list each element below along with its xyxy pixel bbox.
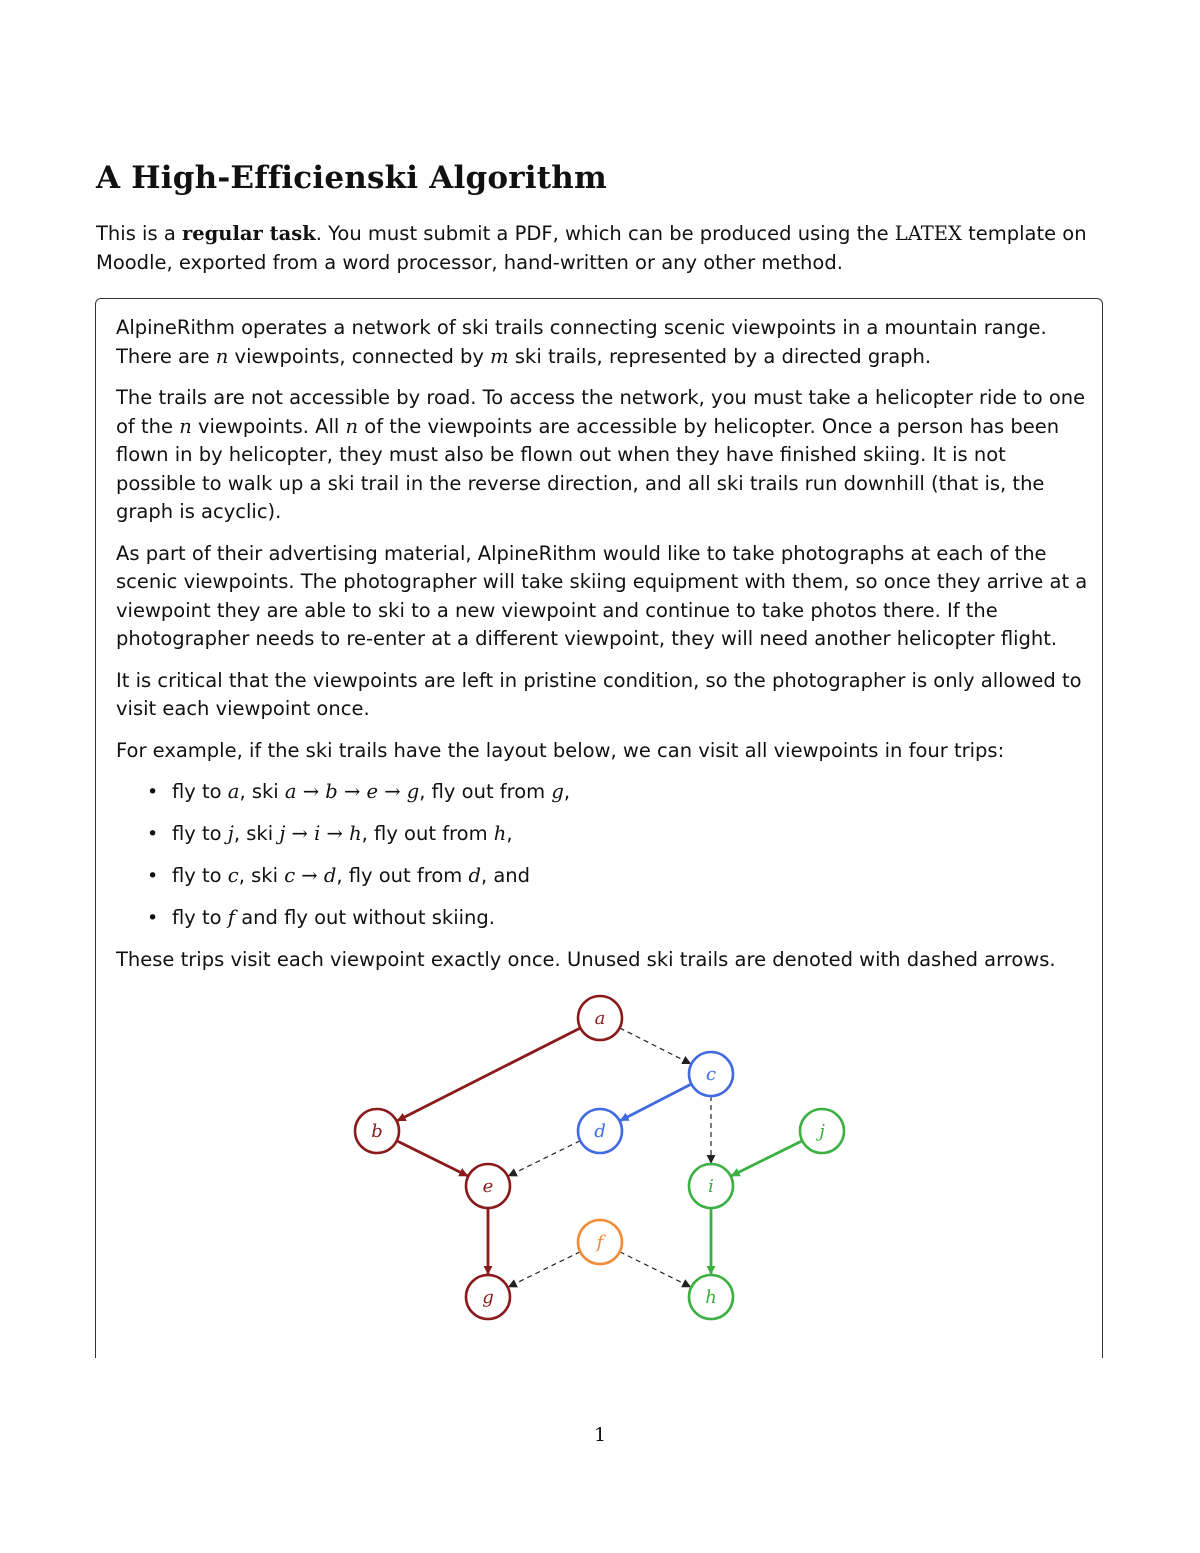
paragraph-network: AlpineRithm operates a network of ski trails connecting scenic viewpoints in a mountain range. There are n viewpoints, connected by m ski trails, represented by a directed graph.: [116, 316, 1047, 368]
node-label-d: d: [594, 1121, 606, 1142]
list-item: • fly to j, ski j → i → h, fly out from h,: [116, 820, 1088, 849]
paragraph-example: For example, if the ski trails have the layout below, we can visit all viewpoints in four trips:: [116, 738, 1005, 762]
list-item: • fly to a, ski a → b → e → g, fly out from g,: [116, 778, 1088, 807]
node-label-i: i: [708, 1176, 714, 1197]
edge-c-d: [620, 1084, 691, 1120]
edge-b-e: [397, 1141, 468, 1176]
latex-logo: LATEX: [894, 222, 962, 245]
intro-text: template on Moodle, exported from a word processor, hand-written or any other method.: [96, 222, 1087, 274]
paragraph-access: The trails are not accessible by road. To access the network, you must take a helicopter ride to one of the n viewpoints. All n of the viewpoints are accessible by helicopter. Once a person has been flown in by helicopter, they must also be flown out when they have finished skiing. It is not possible to walk up a ski trail in the reverse direction, and all ski trails run downhill (that is, the graph is acyclic).: [116, 386, 1086, 523]
list-item: • fly to f and fly out without skiing.: [116, 904, 1088, 933]
node-label-c: c: [705, 1064, 717, 1085]
page-title: A High-Efficienski Algorithm: [96, 160, 608, 196]
paragraph-pristine: It is critical that the viewpoints are left in pristine condition, so the photographer is only allowed to visit each viewpoint once.: [116, 668, 1082, 720]
edge-f-g: [509, 1252, 581, 1287]
edge-a-b: [398, 1028, 581, 1121]
intro-text: This is a: [96, 222, 182, 245]
edge-d-e: [509, 1141, 581, 1176]
edge-a-c: [620, 1028, 691, 1064]
edge-f-h: [620, 1252, 691, 1287]
intro-text: . You must submit a PDF, which can be produced using the: [315, 222, 895, 245]
node-label-h: h: [705, 1287, 717, 1308]
node-label-a: a: [594, 1008, 606, 1029]
paragraph-photography: As part of their advertising material, AlpineRithm would like to take photographs at each of the scenic viewpoints. The photographer will take skiing equipment with them, so once they arrive at a viewpoint they are able to ski to a new viewpoint and continue to take photos there. If the photographer needs to re-enter at a different viewpoint, they will need another helicopter flight.: [116, 541, 1088, 650]
paragraph-summary: These trips visit each viewpoint exactly once. Unused ski trails are denoted with dashed arrows.: [116, 948, 1056, 971]
task-type-label: regular task: [181, 222, 316, 245]
node-label-g: g: [482, 1287, 494, 1308]
node-label-f: f: [596, 1232, 604, 1253]
node-label-b: b: [371, 1121, 383, 1142]
list-item: • fly to c, ski c → d, fly out from d, and: [116, 862, 1088, 891]
node-label-e: e: [482, 1176, 494, 1197]
page-number: 1: [593, 1424, 607, 1446]
node-label-j: j: [819, 1121, 825, 1142]
edge-j-i: [732, 1141, 803, 1176]
